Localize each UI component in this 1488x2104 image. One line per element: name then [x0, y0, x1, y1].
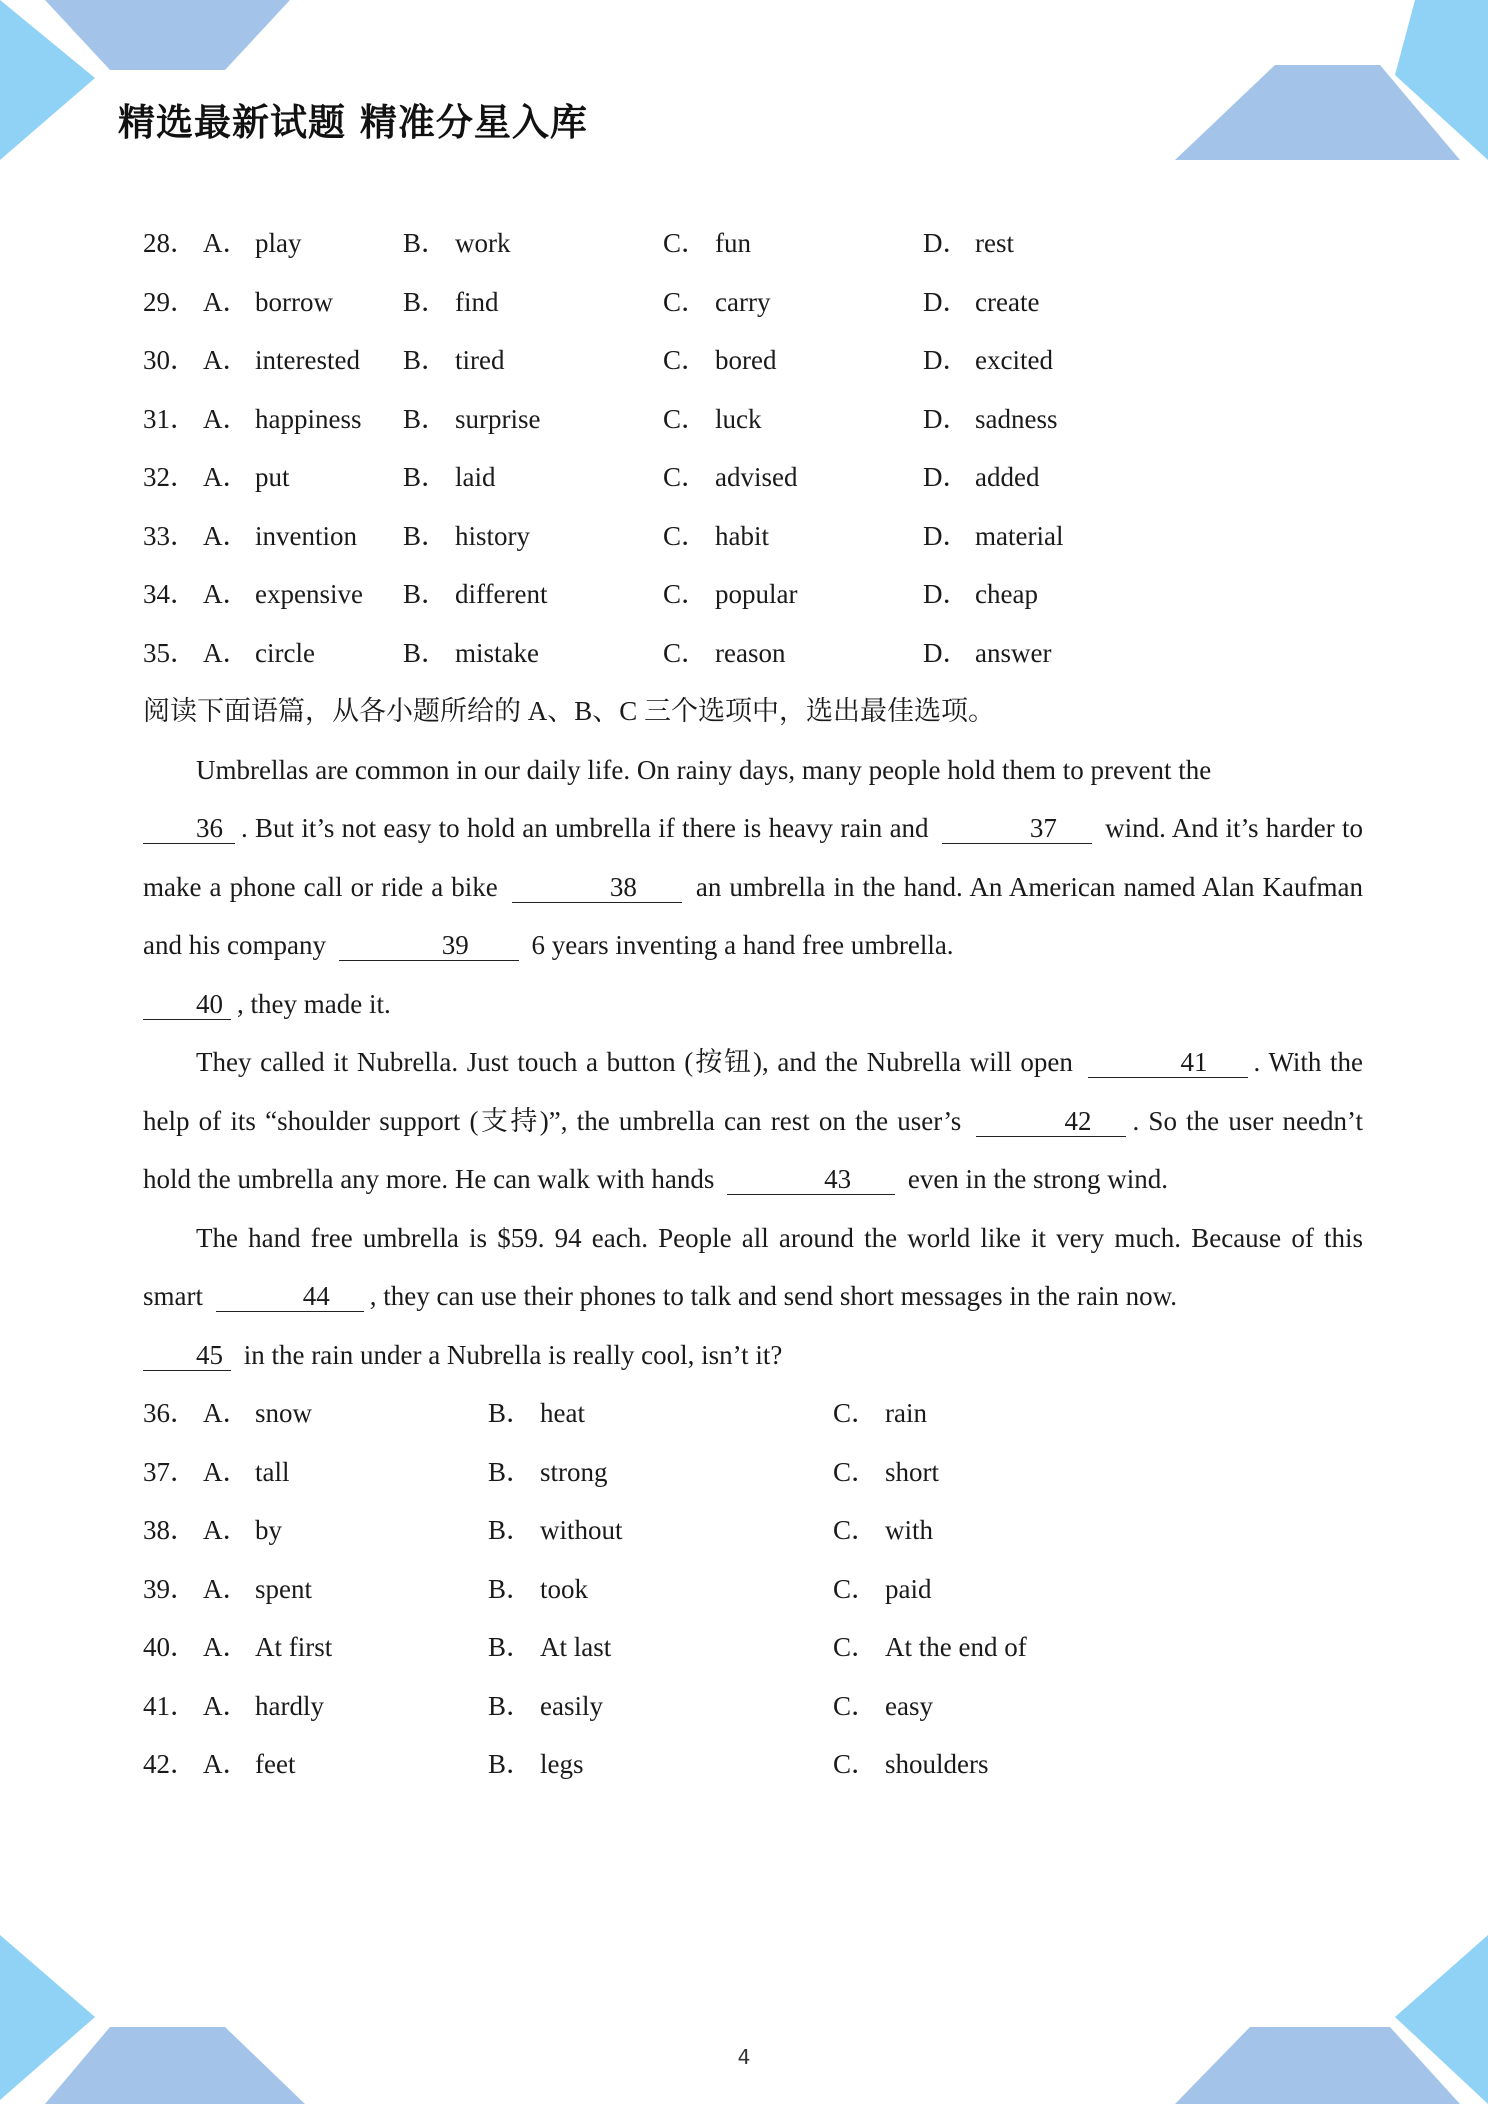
- option-a: A． feet: [203, 1749, 296, 1779]
- option-b: B． took: [488, 1573, 589, 1604]
- option-b: B． history: [403, 520, 531, 551]
- question-row: [143, 1560, 1363, 1619]
- passage-paragraph-3: The hand free umbrella is $59. 94 each. People all around the world like it very much. Because of this smart 44 , they can use their phones to talk and send short messages in the rain now. 45 in the rain under a Nubrella is really cool, isn’t it?: [143, 1222, 1363, 1370]
- blank-36: 36: [143, 813, 235, 844]
- option-a: A． spent: [203, 1573, 312, 1604]
- option-a: A． hardly: [203, 1690, 324, 1721]
- blank-39: 39: [339, 930, 519, 961]
- blank-38: 38: [512, 872, 682, 903]
- option-a: A． invention: [203, 520, 357, 551]
- blank-43: 43: [727, 1164, 895, 1195]
- question-number: 37．: [143, 1456, 197, 1487]
- option-a: A． At first: [203, 1632, 333, 1662]
- option-c: C． paid: [833, 1573, 932, 1604]
- option-d: D． rest: [923, 228, 1014, 258]
- question-row: [143, 1501, 1363, 1560]
- option-a: A． by: [203, 1515, 282, 1545]
- page-header-title: 精选最新试题 精准分星入库: [118, 101, 588, 144]
- question-number: 28．: [143, 228, 197, 258]
- bottom-left-decoration: [0, 1935, 320, 2104]
- option-b: B． At last: [488, 1632, 612, 1662]
- option-c: C． popular: [663, 579, 798, 609]
- option-a: A． put: [203, 462, 290, 492]
- option-c: C． reason: [663, 637, 786, 668]
- question-number: 33．: [143, 520, 197, 551]
- blank-42: 42: [976, 1106, 1126, 1137]
- page-number: 4: [737, 2045, 751, 2069]
- question-row: [143, 390, 1363, 449]
- option-c: C． fun: [663, 228, 751, 258]
- question-number: 32．: [143, 462, 197, 492]
- option-a: A． interested: [203, 345, 360, 375]
- blank-40: 40: [143, 989, 231, 1020]
- passage-paragraph-1: Umbrellas are common in our daily life. On rainy days, many people hold them to prevent the 36 . But it’s not easy to hold an umbrella if there is heavy rain and 37 wind. And it’s harder to make a phone call or ride a bike 38 an umbrella in the hand. An American named Alan Kaufman and his company 39 6 years inventing a hand free umbrella. 40 , they made it.: [143, 754, 1364, 1019]
- option-d: D． answer: [923, 637, 1052, 668]
- question-row: [143, 448, 1363, 507]
- question-row: [143, 273, 1363, 332]
- question-number: 41．: [143, 1690, 197, 1721]
- top-right-decoration: [1170, 0, 1488, 165]
- question-row: [143, 507, 1363, 566]
- section-instruction: 阅读下面语篇，从各小题所给的 A、B、C 三个选项中，选出最佳选项。: [143, 696, 996, 726]
- option-c: C． rain: [833, 1398, 927, 1428]
- option-a: A． expensive: [203, 579, 363, 609]
- option-b: B． laid: [403, 462, 496, 492]
- option-b: B． without: [488, 1515, 623, 1545]
- option-b: B． mistake: [403, 637, 539, 668]
- option-a: A． tall: [203, 1456, 290, 1487]
- option-b: B． find: [403, 286, 499, 317]
- option-b: B． surprise: [403, 403, 541, 434]
- question-row: [143, 331, 1363, 390]
- option-c: C． short: [833, 1456, 939, 1487]
- question-row: [143, 1443, 1363, 1502]
- question-row: [143, 1677, 1363, 1736]
- option-c: C． carry: [663, 286, 771, 317]
- blank-41: 41: [1088, 1047, 1248, 1078]
- question-number: 35．: [143, 637, 197, 668]
- option-b: B． work: [403, 228, 511, 258]
- exam-content: [143, 214, 1363, 1794]
- option-b: B． legs: [488, 1749, 584, 1779]
- question-number: 34．: [143, 579, 197, 609]
- question-number: 36．: [143, 1398, 197, 1428]
- options-list-36-42: [143, 1384, 1363, 1794]
- tl-trapezoid-shape: [45, 0, 290, 70]
- option-c: C． luck: [663, 403, 762, 434]
- option-b: B． different: [403, 579, 548, 609]
- option-d: D． material: [923, 520, 1064, 551]
- blank-45: 45: [143, 1340, 231, 1371]
- question-row: [143, 1735, 1363, 1794]
- option-d: D． sadness: [923, 403, 1058, 434]
- question-row: [143, 1384, 1363, 1443]
- option-a: A． play: [203, 228, 302, 258]
- option-b: B． strong: [488, 1456, 608, 1487]
- question-number: 39．: [143, 1573, 197, 1604]
- question-row: [143, 565, 1363, 624]
- option-d: D． excited: [923, 345, 1053, 375]
- option-a: A． borrow: [203, 286, 333, 317]
- option-b: B． tired: [403, 345, 505, 375]
- question-row: [143, 214, 1363, 273]
- question-row: [143, 624, 1363, 683]
- passage-paragraph-2: They called it Nubrella. Just touch a button (按钮), and the Nubrella will open 41 . With the help of its “shoulder support (支持)”, the umbrella can rest on the user’s 42 . So the user needn’t hold the umbrella any more. He can walk with hands 43 even in the strong wind.: [143, 1047, 1363, 1194]
- blank-37: 37: [942, 813, 1092, 844]
- question-number: 38．: [143, 1515, 197, 1545]
- option-a: A． snow: [203, 1398, 313, 1428]
- question-number: 42．: [143, 1749, 197, 1779]
- option-b: B． easily: [488, 1690, 603, 1721]
- option-a: A． happiness: [203, 403, 362, 434]
- option-c: C． At the end of: [833, 1632, 1027, 1662]
- option-c: C． habit: [663, 520, 769, 551]
- option-d: D． cheap: [923, 579, 1038, 609]
- question-number: 30．: [143, 345, 197, 375]
- question-number: 31．: [143, 403, 197, 434]
- question-number: 40．: [143, 1632, 197, 1662]
- options-list-28-35: [143, 214, 1363, 682]
- option-c: C． with: [833, 1515, 934, 1545]
- bottom-right-decoration: [1170, 1935, 1488, 2104]
- option-c: C． advised: [663, 462, 798, 492]
- option-c: C． easy: [833, 1690, 933, 1721]
- question-number: 29．: [143, 286, 197, 317]
- question-row: [143, 1618, 1363, 1677]
- blank-44: 44: [216, 1281, 364, 1312]
- option-c: C． bored: [663, 345, 777, 375]
- option-b: B． heat: [488, 1398, 585, 1428]
- option-d: D． create: [923, 286, 1040, 317]
- option-c: C． shoulders: [833, 1749, 989, 1779]
- option-d: D． added: [923, 462, 1040, 492]
- option-a: A． circle: [203, 637, 315, 668]
